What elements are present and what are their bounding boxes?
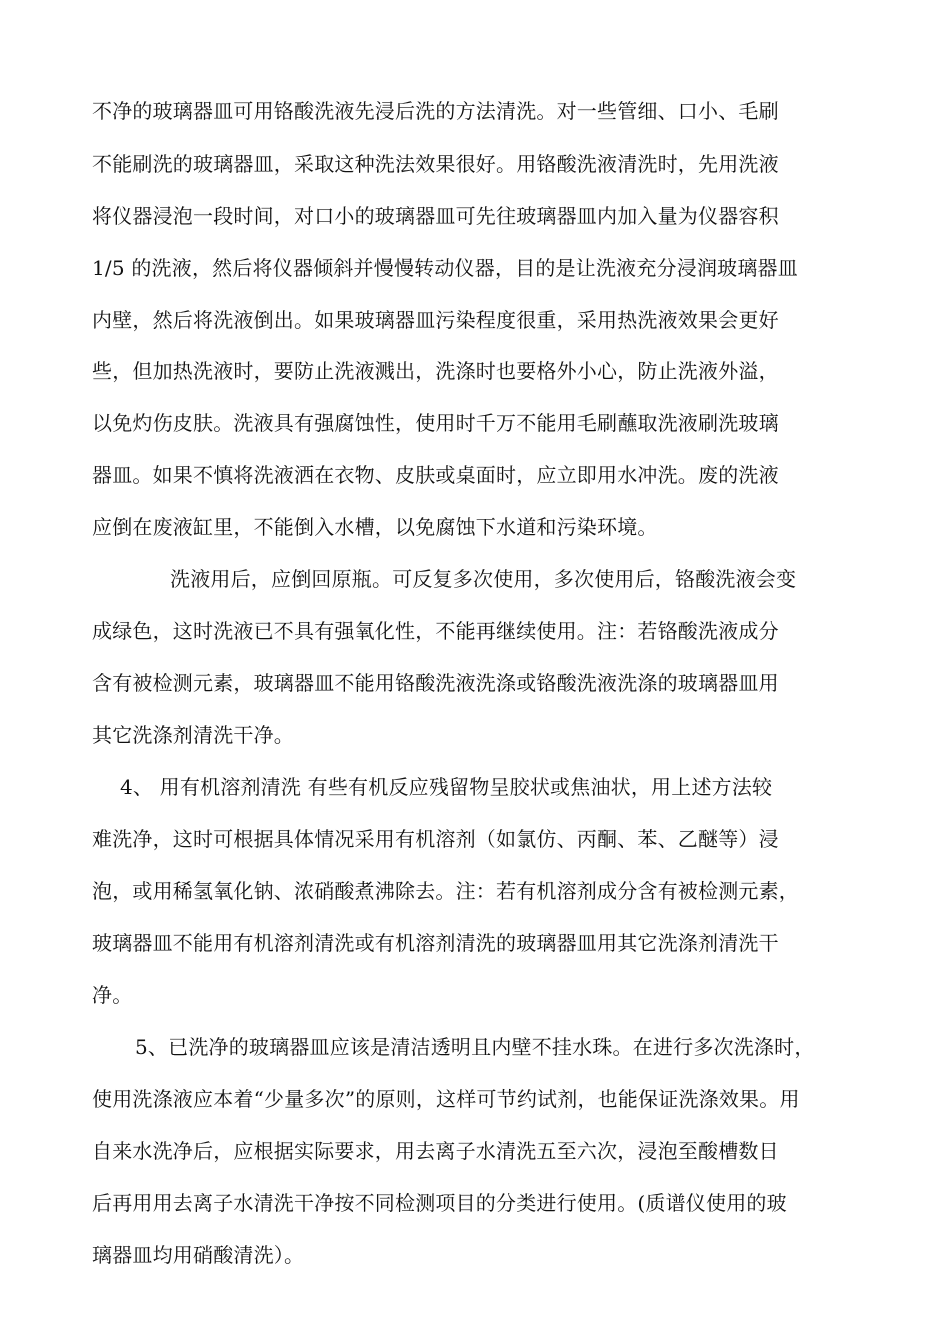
text-line: 4、 用有机溶剂清洗 有些有机反应残留物呈胶状或焦油状，用上述方法较 bbox=[120, 775, 773, 799]
text-line: 器皿。如果不慎将洗液洒在衣物、皮肤或桌面时，应立即用水冲洗。废的洗液 bbox=[92, 463, 779, 487]
text-line: 不净的玻璃器皿可用铬酸洗液先浸后洗的方法清洗。对一些管细、口小、毛刷 bbox=[92, 99, 779, 123]
text-line: 璃器皿均用硝酸清洗）。 bbox=[92, 1243, 305, 1267]
text-line: 将仪器浸泡一段时间，对口小的玻璃器皿可先往玻璃器皿内加入量为仪器容积 bbox=[92, 204, 779, 228]
text-line: 内壁，然后将洗液倒出。如果玻璃器皿污染程度很重，采用热洗液效果会更好 bbox=[92, 308, 779, 332]
text-line: 以免灼伤皮肤。洗液具有强腐蚀性，使用时千万不能用毛刷蘸取洗液刷洗玻璃 bbox=[92, 411, 779, 435]
text-line: 其它洗涤剂清洗干净。 bbox=[92, 723, 294, 747]
text-line: 成绿色，这时洗液已不具有强氧化性，不能再继续使用。注：若铬酸洗液成分 bbox=[92, 619, 779, 643]
text-line: 洗液用后，应倒回原瓶。可反复多次使用，多次使用后，铬酸洗液会变 bbox=[170, 567, 797, 591]
text-line: 净。 bbox=[92, 983, 133, 1007]
text-line: 泡，或用稀氢氧化钠、浓硝酸煮沸除去。注：若有机溶剂成分含有被检测元素， bbox=[92, 879, 799, 903]
text-line: 些，但加热洗液时，要防止洗液溅出，洗涤时也要格外小心，防止洗液外溢， bbox=[92, 359, 779, 383]
text-line: 不能刷洗的玻璃器皿，采取这种洗法效果很好。用铬酸洗液清洗时，先用洗液 bbox=[92, 152, 779, 176]
text-line: 1/5 的洗液，然后将仪器倾斜并慢慢转动仪器，目的是让洗液充分浸润玻璃器皿 bbox=[92, 256, 798, 280]
text-line: 后再用用去离子水清洗干净按不同检测项目的分类进行使用。(质谱仪使用的玻 bbox=[92, 1191, 787, 1215]
text-line: 使用洗涤液应本着“少量多次”的原则，这样可节约试剂，也能保证洗涤效果。用 bbox=[92, 1087, 800, 1111]
text-line: 玻璃器皿不能用有机溶剂清洗或有机溶剂清洗的玻璃器皿用其它洗涤剂清洗干 bbox=[92, 931, 779, 955]
text-line: 自来水洗净后，应根据实际要求，用去离子水清洗五至六次，浸泡至酸槽数日 bbox=[92, 1139, 779, 1163]
text-line: 难洗净，这时可根据具体情况采用有机溶剂（如氯仿、丙酮、苯、乙醚等）浸 bbox=[92, 827, 779, 851]
text-line: 应倒在废液缸里，不能倒入水槽，以免腐蚀下水道和污染环境。 bbox=[92, 515, 658, 539]
text-line: 5、已洗净的玻璃器皿应该是清洁透明且内壁不挂水珠。在进行多次洗涤时， bbox=[135, 1035, 815, 1059]
text-line: 含有被检测元素，玻璃器皿不能用铬酸洗液洗涤或铬酸洗液洗涤的玻璃器皿用 bbox=[92, 671, 779, 695]
